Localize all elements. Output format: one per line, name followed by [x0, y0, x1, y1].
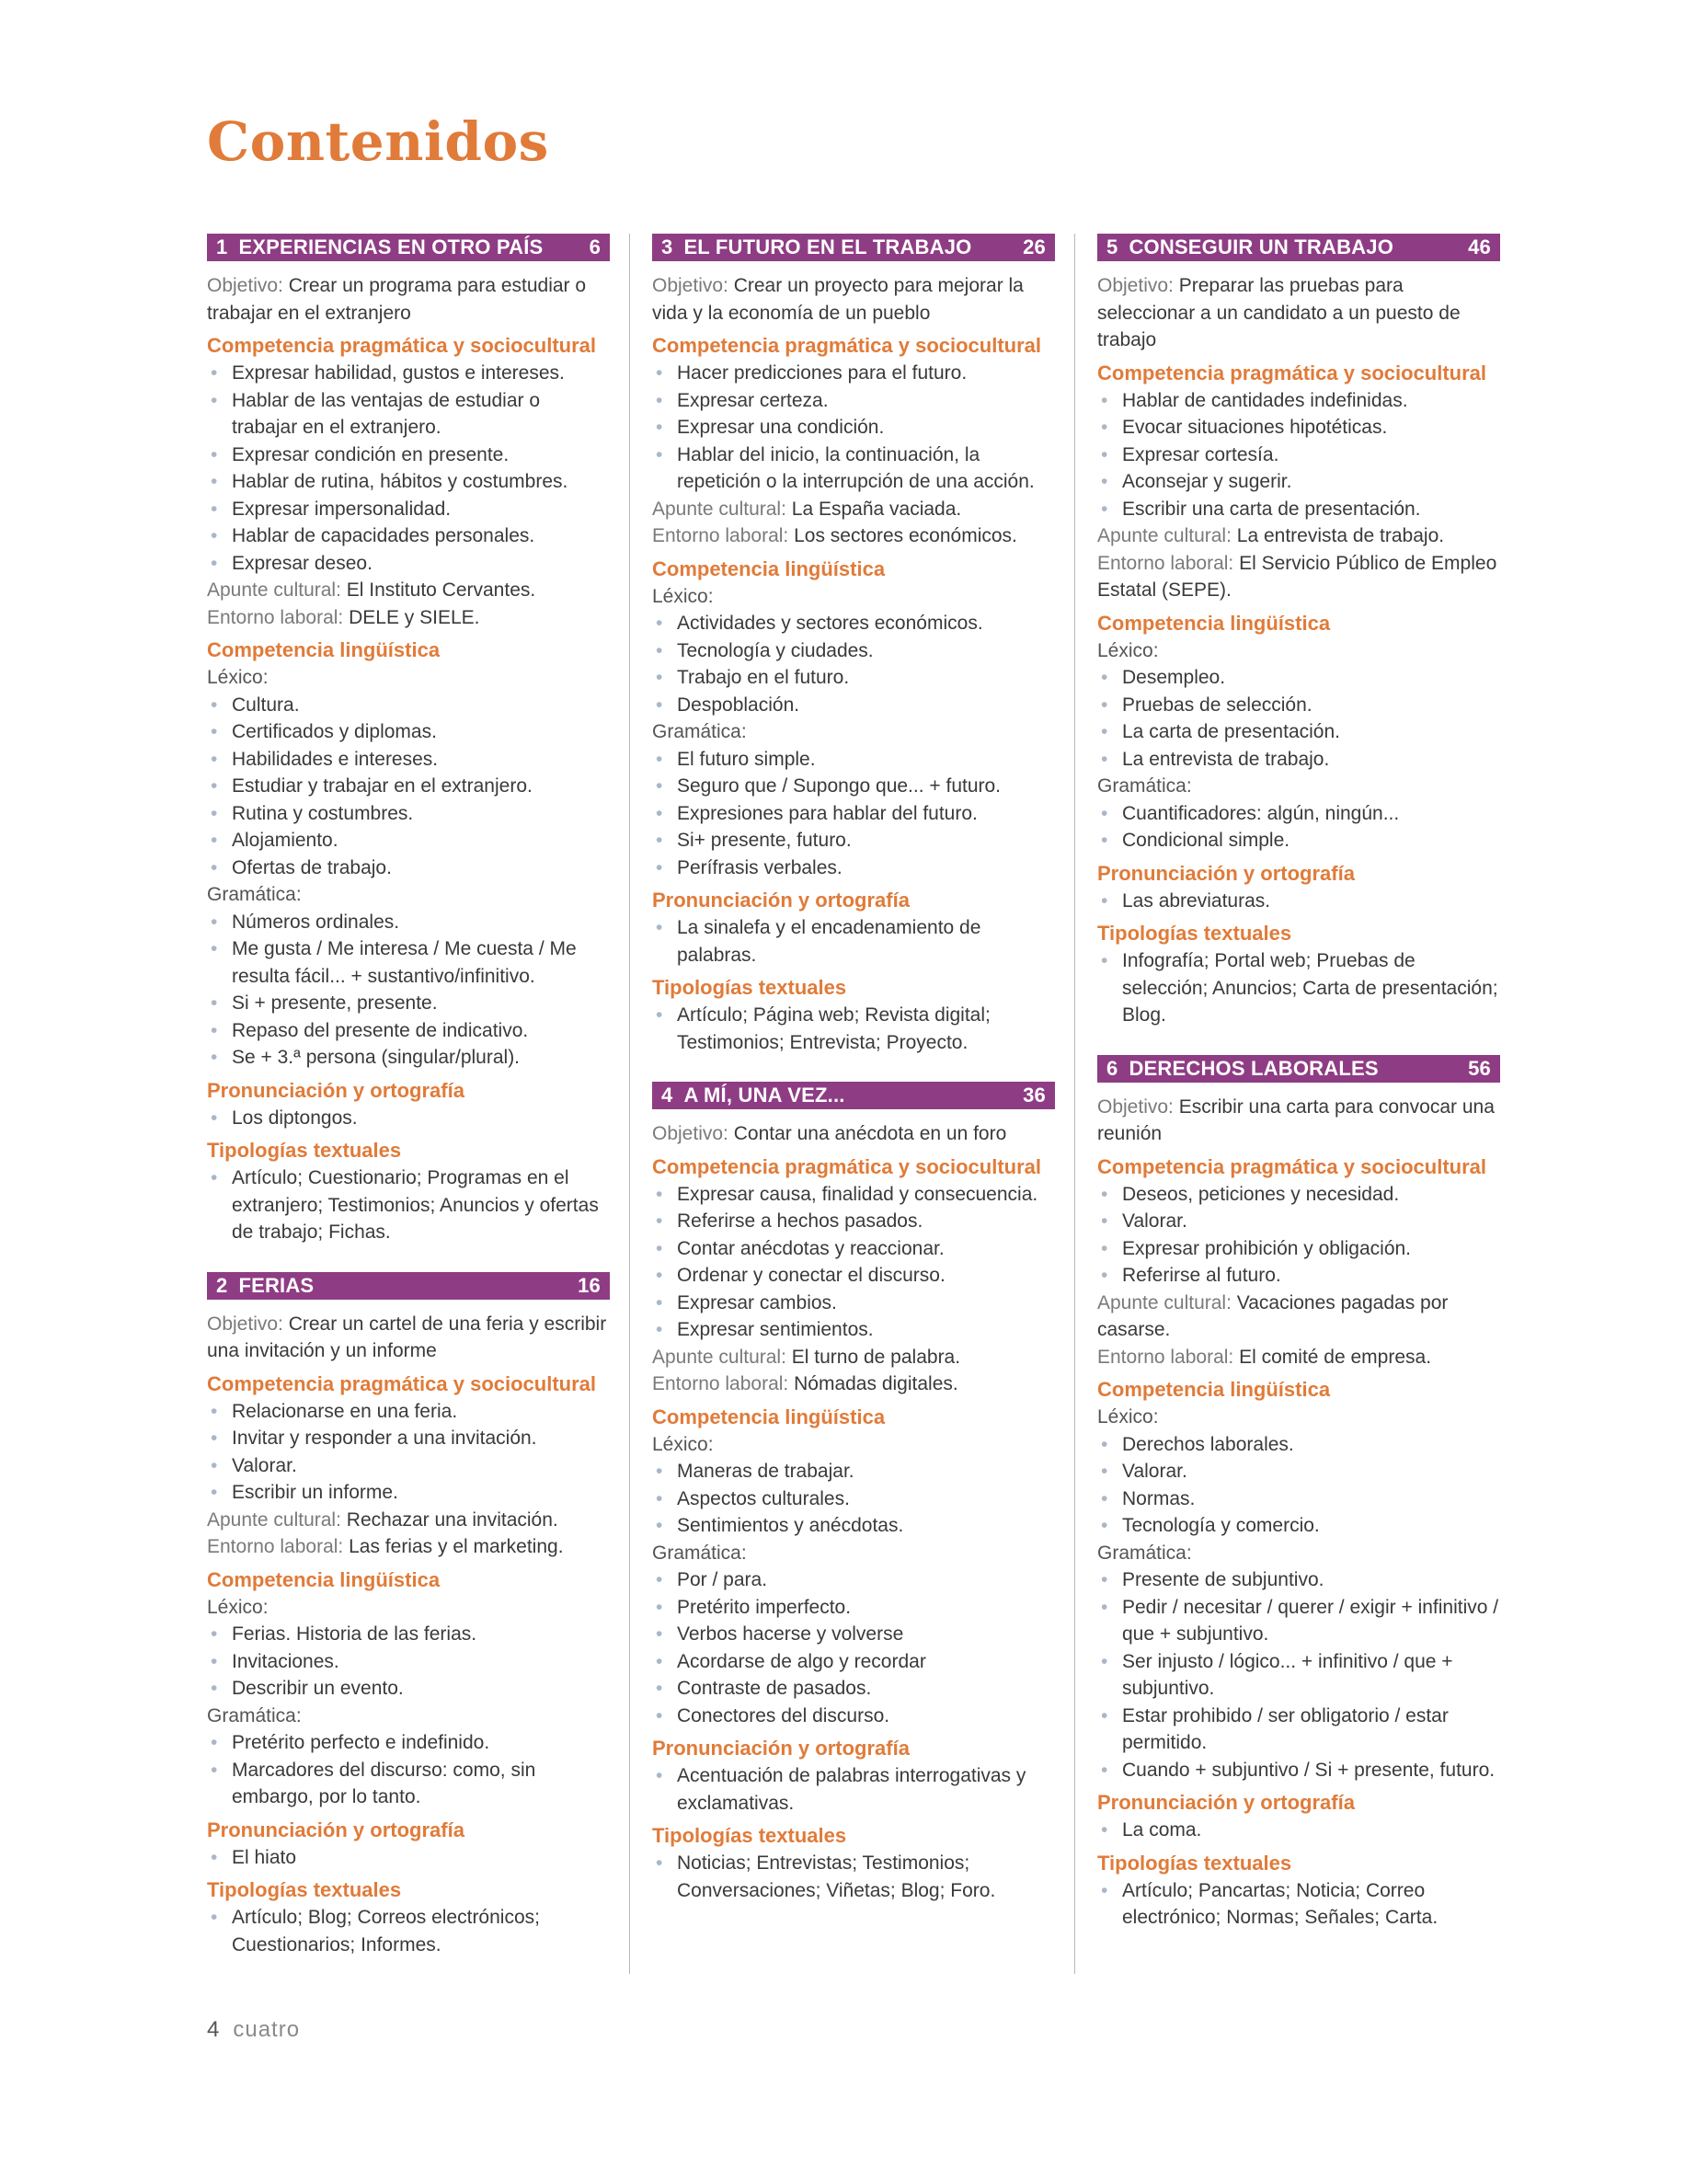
gramatica-item: • El futuro simple.: [652, 746, 1055, 774]
gramatica-label: Gramática:: [1097, 1542, 1192, 1564]
lexico-item: • Cultura.: [207, 692, 610, 719]
lexico-item: • Actividades y sectores económicos.: [652, 610, 1055, 637]
entorno-laboral-label: Entorno laboral:: [1097, 1346, 1234, 1368]
gramatica-list: [1097, 800, 1500, 854]
entorno-laboral-label: Entorno laboral:: [207, 606, 344, 628]
objective-label: Objetivo:: [1097, 1095, 1174, 1118]
lexico-item: • Sentimientos y anécdotas.: [652, 1512, 1055, 1540]
tipologias-item: • Artículo; Cuestionario; Programas en el extranjero; Testimonios; Anuncios y ofertas de trabajo; Fichas.: [207, 1164, 610, 1246]
entorno-laboral-label: Entorno laboral:: [652, 1373, 789, 1394]
unit-title: [1106, 235, 1404, 259]
section-heading: Tipologías textuales: [652, 1824, 847, 1847]
objective-label: Objetivo:: [652, 275, 728, 296]
unit-objective: [652, 272, 1055, 327]
entorno-laboral-value: Los sectores económicos.: [794, 525, 1017, 546]
pronunciacion-item: • Las abreviaturas.: [1097, 888, 1500, 915]
pragmatica-item: • Expresar certeza.: [652, 387, 1055, 415]
pragmatica-item: • Expresar sentimientos.: [652, 1316, 1055, 1344]
objective-label: Objetivo:: [207, 275, 283, 296]
apunte-cultural-label: Apunte cultural:: [207, 579, 341, 601]
unit-name: DERECHOS LABORALES: [1129, 1056, 1379, 1080]
unit-page: 46: [1468, 235, 1491, 258]
entorno-laboral-label: Entorno laboral:: [1097, 552, 1234, 574]
unit-block: [1097, 234, 1500, 1029]
apunte-cultural-label: Apunte cultural:: [1097, 1291, 1232, 1313]
pragmatica-list: [652, 1181, 1055, 1344]
tipologias-item: • Artículo; Página web; Revista digital; Testimonios; Entrevista; Proyecto.: [652, 1002, 1055, 1056]
pragmatica-item: • Expresar cortesía.: [1097, 442, 1500, 469]
entorno-laboral-value: El comité de empresa.: [1239, 1346, 1432, 1368]
unit-objective: [1097, 1094, 1500, 1148]
tipologias-item: • Artículo; Pancartas; Noticia; Correo electrónico; Normas; Señales; Carta.: [1097, 1877, 1500, 1932]
objective-label: Objetivo:: [652, 1123, 728, 1144]
gramatica-item: • Cuando + subjuntivo / Si + presente, futuro.: [1097, 1757, 1500, 1784]
gramatica-item: • Por / para.: [652, 1566, 1055, 1594]
entorno-laboral-label: Entorno laboral:: [207, 1536, 344, 1557]
lexico-label: Léxico:: [207, 1596, 269, 1618]
gramatica-item: • Ser injusto / lógico... + infinitivo / que + subjuntivo.: [1097, 1648, 1500, 1703]
pragmatica-item: • Escribir una carta de presentación.: [1097, 496, 1500, 523]
tipologias-list: [1097, 1877, 1500, 1932]
section-heading: Competencia pragmática y sociocultural: [1097, 1154, 1487, 1178]
gramatica-label: Gramática:: [1097, 775, 1192, 797]
apunte-cultural: [1097, 1290, 1500, 1344]
pragmatica-list: [1097, 387, 1500, 523]
objective-text: Crear un programa para estudiar o trabajar en el extranjero: [207, 275, 587, 324]
apunte-cultural: [207, 577, 610, 604]
lexico-item: • Desempleo.: [1097, 664, 1500, 692]
unit-number: 2: [216, 1273, 228, 1297]
section-heading: Competencia lingüística: [1097, 611, 1331, 635]
pragmatica-list: [652, 360, 1055, 496]
entorno-laboral: [1097, 1344, 1500, 1371]
section-heading: Tipologías textuales: [207, 1878, 402, 1901]
entorno-laboral-label: Entorno laboral:: [652, 525, 789, 546]
entorno-laboral-value: DELE y SIELE.: [349, 606, 480, 628]
pragmatica-item: • Deseos, peticiones y necesidad.: [1097, 1181, 1500, 1209]
lexico-item: • Certificados y diplomas.: [207, 718, 610, 746]
unit-block: [207, 1272, 610, 1959]
gramatica-list: [207, 909, 610, 1072]
lexico-item: • Ferias. Historia de las ferias.: [207, 1621, 610, 1648]
unit-number: 3: [661, 235, 673, 258]
pronunciacion-item: • Acentuación de palabras interrogativas y exclamativas.: [652, 1762, 1055, 1817]
gramatica-list: [652, 746, 1055, 882]
apunte-cultural-value: El turno de palabra.: [791, 1346, 961, 1368]
gramatica-label: Gramática:: [652, 1542, 747, 1564]
entorno-laboral: [652, 1370, 1055, 1398]
page-number: 4: [207, 2017, 221, 2042]
lexico-item: • Aspectos culturales.: [652, 1485, 1055, 1513]
unit-header: [1097, 1055, 1500, 1083]
entorno-laboral: [652, 522, 1055, 550]
unit-page: 26: [1023, 235, 1046, 258]
gramatica-item: • Seguro que / Supongo que... + futuro.: [652, 773, 1055, 800]
gramatica-item: • Condicional simple.: [1097, 827, 1500, 854]
gramatica-item: • Si+ presente, futuro.: [652, 827, 1055, 854]
tipologias-list: [1097, 947, 1500, 1029]
pragmatica-item: • Ordenar y conectar el discurso.: [652, 1262, 1055, 1290]
gramatica-item: • Números ordinales.: [207, 909, 610, 936]
lexico-item: • Valorar.: [1097, 1458, 1500, 1485]
entorno-laboral: [207, 604, 610, 632]
unit-number: 4: [661, 1084, 673, 1107]
unit-title: [661, 235, 982, 259]
entorno-laboral-value: Nómadas digitales.: [794, 1373, 958, 1394]
lexico-label: Léxico:: [652, 585, 714, 607]
apunte-cultural-value: Rechazar una invitación.: [346, 1508, 558, 1531]
apunte-cultural-label: Apunte cultural:: [1097, 525, 1232, 546]
pragmatica-item: • Valorar.: [207, 1452, 610, 1480]
lexico-item: • Ofertas de trabajo.: [207, 854, 610, 882]
pragmatica-item: • Hablar de capacidades personales.: [207, 522, 610, 550]
section-heading: Pronunciación y ortografía: [1097, 861, 1355, 885]
apunte-cultural-value: Vacaciones pagadas por casarse.: [1097, 1291, 1449, 1340]
objective-text: Escribir una carta para convocar una reunión: [1097, 1095, 1495, 1144]
gramatica-list: [652, 1566, 1055, 1729]
tipologias-item: • Artículo; Blog; Correos electrónicos; Cuestionarios; Informes.: [207, 1904, 610, 1958]
gramatica-item: • Pedir / necesitar / querer / exigir + infinitivo / que + subjuntivo.: [1097, 1594, 1500, 1648]
unit-block: [652, 1082, 1055, 1904]
unit-page: 36: [1023, 1084, 1046, 1107]
entorno-laboral: [1097, 550, 1500, 604]
gramatica-item: • Me gusta / Me interesa / Me cuesta / Me resulta fácil... + sustantivo/infinitivo.: [207, 935, 610, 990]
gramatica-item: • Verbos hacerse y volverse: [652, 1621, 1055, 1648]
unit-objective: [207, 1311, 610, 1365]
objective-label: Objetivo:: [1097, 275, 1174, 296]
section-heading: Competencia pragmática y sociocultural: [207, 1371, 597, 1395]
lexico-item: • Invitaciones.: [207, 1648, 610, 1676]
column-1: [207, 234, 610, 1984]
lexico-label: Léxico:: [207, 667, 269, 688]
lexico-list: [652, 610, 1055, 718]
section-heading: Pronunciación y ortografía: [652, 889, 910, 912]
pronunciacion-list: [207, 1105, 610, 1132]
unit-block: [207, 234, 610, 1246]
pragmatica-item: • Hablar del inicio, la continuación, la repetición o la interrupción de una acción.: [652, 442, 1055, 496]
apunte-cultural-label: Apunte cultural:: [652, 498, 786, 520]
pronunciacion-list: [652, 1762, 1055, 1817]
unit-objective: [1097, 272, 1500, 354]
lexico-item: • Despoblación.: [652, 692, 1055, 719]
unit-header: [207, 234, 610, 261]
lexico-item: • Alojamiento.: [207, 827, 610, 854]
lexico-label: Léxico:: [652, 1433, 714, 1455]
unit-header: [207, 1272, 610, 1300]
unit-header: [1097, 234, 1500, 261]
page-footer: [207, 2017, 300, 2043]
lexico-item: • Maneras de trabajar.: [652, 1458, 1055, 1485]
pragmatica-item: • Contar anécdotas y reaccionar.: [652, 1235, 1055, 1263]
lexico-item: • Derechos laborales.: [1097, 1431, 1500, 1459]
pragmatica-item: • Evocar situaciones hipotéticas.: [1097, 414, 1500, 442]
unit-block: [652, 234, 1055, 1056]
column-divider: [1074, 234, 1075, 1974]
gramatica-item: • Se + 3.ª persona (singular/plural).: [207, 1044, 610, 1072]
pragmatica-item: • Expresar una condición.: [652, 414, 1055, 442]
unit-number: 1: [216, 235, 228, 258]
pragmatica-item: • Hablar de rutina, hábitos y costumbres.: [207, 468, 610, 496]
unit-name: EL FUTURO EN EL TRABAJO: [683, 235, 972, 258]
pronunciacion-list: [1097, 1817, 1500, 1844]
gramatica-item: • Contraste de pasados.: [652, 1675, 1055, 1703]
pragmatica-item: • Expresar cambios.: [652, 1290, 1055, 1317]
tipologias-list: [207, 1904, 610, 1958]
lexico-item: • Estudiar y trabajar en el extranjero.: [207, 773, 610, 800]
section-heading: Tipologías textuales: [207, 1139, 402, 1162]
entorno-laboral: [207, 1533, 610, 1561]
pronunciacion-item: • El hiato: [207, 1844, 610, 1872]
section-heading: Tipologías textuales: [652, 976, 847, 999]
unit-title: [1106, 1057, 1390, 1081]
pragmatica-item: • Referirse al futuro.: [1097, 1262, 1500, 1290]
column-2: [652, 234, 1055, 1930]
apunte-cultural-value: La España vaciada.: [791, 498, 962, 520]
unit-title: [216, 1274, 325, 1298]
section-heading: Pronunciación y ortografía: [1097, 1791, 1355, 1814]
section-heading: Pronunciación y ortografía: [207, 1078, 464, 1102]
column-3: [1097, 234, 1500, 1957]
section-heading: Competencia lingüística: [652, 556, 886, 580]
page-word: cuatro: [233, 2017, 301, 2042]
pronunciacion-list: [1097, 888, 1500, 915]
gramatica-item: • Marcadores del discurso: como, sin embargo, por lo tanto.: [207, 1757, 610, 1811]
pragmatica-item: • Hablar de cantidades indefinidas.: [1097, 387, 1500, 415]
pronunciacion-list: [652, 914, 1055, 969]
objective-text: Crear un proyecto para mejorar la vida y la economía de un pueblo: [652, 275, 1024, 324]
gramatica-item: • Expresiones para hablar del futuro.: [652, 800, 1055, 828]
lexico-item: • La entrevista de trabajo.: [1097, 746, 1500, 774]
unit-block: [1097, 1055, 1500, 1932]
section-heading: Competencia lingüística: [207, 638, 441, 661]
gramatica-label: Gramática:: [207, 884, 302, 905]
apunte-cultural-label: Apunte cultural:: [207, 1508, 341, 1531]
unit-name: FERIAS: [238, 1273, 315, 1297]
gramatica-item: • Perífrasis verbales.: [652, 854, 1055, 882]
lexico-item: • Trabajo en el futuro.: [652, 664, 1055, 692]
unit-objective: [207, 272, 610, 327]
unit-name: EXPERIENCIAS EN OTRO PAÍS: [238, 235, 544, 258]
gramatica-item: • Repaso del presente de indicativo.: [207, 1017, 610, 1045]
gramatica-item: • Cuantificadores: algún, ningún...: [1097, 800, 1500, 828]
section-heading: Tipologías textuales: [1097, 1851, 1292, 1875]
tipologias-item: • Noticias; Entrevistas; Testimonios; Conversaciones; Viñetas; Blog; Foro.: [652, 1850, 1055, 1904]
pragmatica-item: • Hacer predicciones para el futuro.: [652, 360, 1055, 387]
pragmatica-item: • Expresar condición en presente.: [207, 442, 610, 469]
apunte-cultural-value: El Instituto Cervantes.: [346, 579, 536, 601]
unit-page: 6: [589, 235, 601, 258]
column-divider: [629, 234, 630, 1974]
lexico-item: • Pruebas de selección.: [1097, 692, 1500, 719]
lexico-label: Léxico:: [1097, 639, 1159, 661]
pronunciacion-item: • Los diptongos.: [207, 1105, 610, 1132]
pragmatica-item: • Expresar causa, finalidad y consecuencia.: [652, 1181, 1055, 1209]
objective-text: Preparar las pruebas para seleccionar a un candidato a un puesto de trabajo: [1097, 275, 1461, 350]
gramatica-item: • Presente de subjuntivo.: [1097, 1566, 1500, 1594]
pragmatica-item: • Referirse a hechos pasados.: [652, 1208, 1055, 1235]
pragmatica-item: • Expresar habilidad, gustos e intereses.: [207, 360, 610, 387]
tipologias-list: [652, 1850, 1055, 1904]
lexico-item: • Habilidades e intereses.: [207, 746, 610, 774]
entorno-laboral-value: Las ferias y el marketing.: [349, 1536, 564, 1557]
lexico-item: • Normas.: [1097, 1485, 1500, 1513]
objective-label: Objetivo:: [207, 1313, 283, 1335]
pronunciacion-item: • La coma.: [1097, 1817, 1500, 1844]
lexico-item: • La carta de presentación.: [1097, 718, 1500, 746]
pragmatica-item: • Relacionarse en una feria.: [207, 1398, 610, 1426]
pragmatica-item: • Aconsejar y sugerir.: [1097, 468, 1500, 496]
pragmatica-list: [207, 1398, 610, 1507]
lexico-list: [207, 692, 610, 882]
gramatica-label: Gramática:: [207, 1704, 302, 1726]
lexico-item: • Rutina y costumbres.: [207, 800, 610, 828]
pragmatica-list: [207, 360, 610, 577]
unit-title: [661, 1084, 856, 1107]
pragmatica-item: • Invitar y responder a una invitación.: [207, 1425, 610, 1452]
lexico-item: • Describir un evento.: [207, 1675, 610, 1703]
unit-objective: [652, 1120, 1055, 1148]
unit-header: [652, 234, 1055, 261]
pragmatica-item: • Expresar impersonalidad.: [207, 496, 610, 523]
gramatica-item: • Si + presente, presente.: [207, 990, 610, 1017]
lexico-list: [207, 1621, 610, 1703]
tipologias-item: • Infografía; Portal web; Pruebas de selección; Anuncios; Carta de presentación; Blog.: [1097, 947, 1500, 1029]
unit-name: A MÍ, UNA VEZ...: [683, 1084, 845, 1107]
pragmatica-list: [1097, 1181, 1500, 1290]
pragmatica-item: • Expresar prohibición y obligación.: [1097, 1235, 1500, 1263]
gramatica-label: Gramática:: [652, 721, 747, 742]
lexico-item: • Tecnología y ciudades.: [652, 637, 1055, 665]
unit-page: 16: [578, 1273, 601, 1297]
pragmatica-item: • Expresar deseo.: [207, 550, 610, 578]
section-heading: Competencia pragmática y sociocultural: [652, 334, 1042, 357]
objective-text: Contar una anécdota en un foro: [733, 1123, 1007, 1144]
unit-title: [216, 235, 554, 259]
unit-number: 5: [1106, 235, 1118, 258]
section-heading: Competencia lingüística: [652, 1405, 886, 1428]
pragmatica-item: • Valorar.: [1097, 1208, 1500, 1235]
objective-text: Crear un cartel de una feria y escribir una invitación y un informe: [207, 1313, 607, 1361]
apunte-cultural: [652, 1344, 1055, 1371]
gramatica-item: • Pretérito perfecto e indefinido.: [207, 1729, 610, 1757]
section-heading: Competencia pragmática y sociocultural: [1097, 361, 1487, 384]
gramatica-list: [1097, 1566, 1500, 1783]
section-heading: Tipologías textuales: [1097, 922, 1292, 945]
page-title: Contenidos: [207, 110, 549, 173]
apunte-cultural-value: La entrevista de trabajo.: [1236, 525, 1445, 546]
lexico-list: [1097, 1431, 1500, 1540]
gramatica-item: • Acordarse de algo y recordar: [652, 1648, 1055, 1676]
tipologias-list: [207, 1164, 610, 1246]
apunte-cultural: [1097, 522, 1500, 550]
section-heading: Competencia pragmática y sociocultural: [207, 334, 597, 357]
unit-number: 6: [1106, 1056, 1118, 1080]
unit-name: CONSEGUIR UN TRABAJO: [1129, 235, 1394, 258]
apunte-cultural: [207, 1507, 610, 1534]
pragmatica-item: • Hablar de las ventajas de estudiar o trabajar en el extranjero.: [207, 387, 610, 442]
entorno-laboral-value: El Servicio Público de Empleo Estatal (SEPE).: [1097, 552, 1497, 601]
unit-page: 56: [1468, 1056, 1491, 1080]
apunte-cultural-label: Apunte cultural:: [652, 1346, 786, 1368]
section-heading: Pronunciación y ortografía: [652, 1737, 910, 1760]
lexico-item: • Tecnología y comercio.: [1097, 1512, 1500, 1540]
section-heading: Pronunciación y ortografía: [207, 1818, 464, 1841]
tipologias-list: [652, 1002, 1055, 1056]
pronunciacion-item: • La sinalefa y el encadenamiento de palabras.: [652, 914, 1055, 969]
lexico-label: Léxico:: [1097, 1406, 1159, 1428]
apunte-cultural: [652, 496, 1055, 523]
gramatica-item: • Estar prohibido / ser obligatorio / estar permitido.: [1097, 1703, 1500, 1757]
pragmatica-item: • Escribir un informe.: [207, 1479, 610, 1507]
section-heading: Competencia lingüística: [207, 1567, 441, 1591]
section-heading: Competencia pragmática y sociocultural: [652, 1154, 1042, 1178]
lexico-list: [1097, 664, 1500, 773]
gramatica-item: • Conectores del discurso.: [652, 1703, 1055, 1730]
unit-header: [652, 1082, 1055, 1109]
lexico-list: [652, 1458, 1055, 1540]
gramatica-list: [207, 1729, 610, 1811]
section-heading: Competencia lingüística: [1097, 1378, 1331, 1401]
gramatica-item: • Pretérito imperfecto.: [652, 1594, 1055, 1622]
pronunciacion-list: [207, 1844, 610, 1872]
